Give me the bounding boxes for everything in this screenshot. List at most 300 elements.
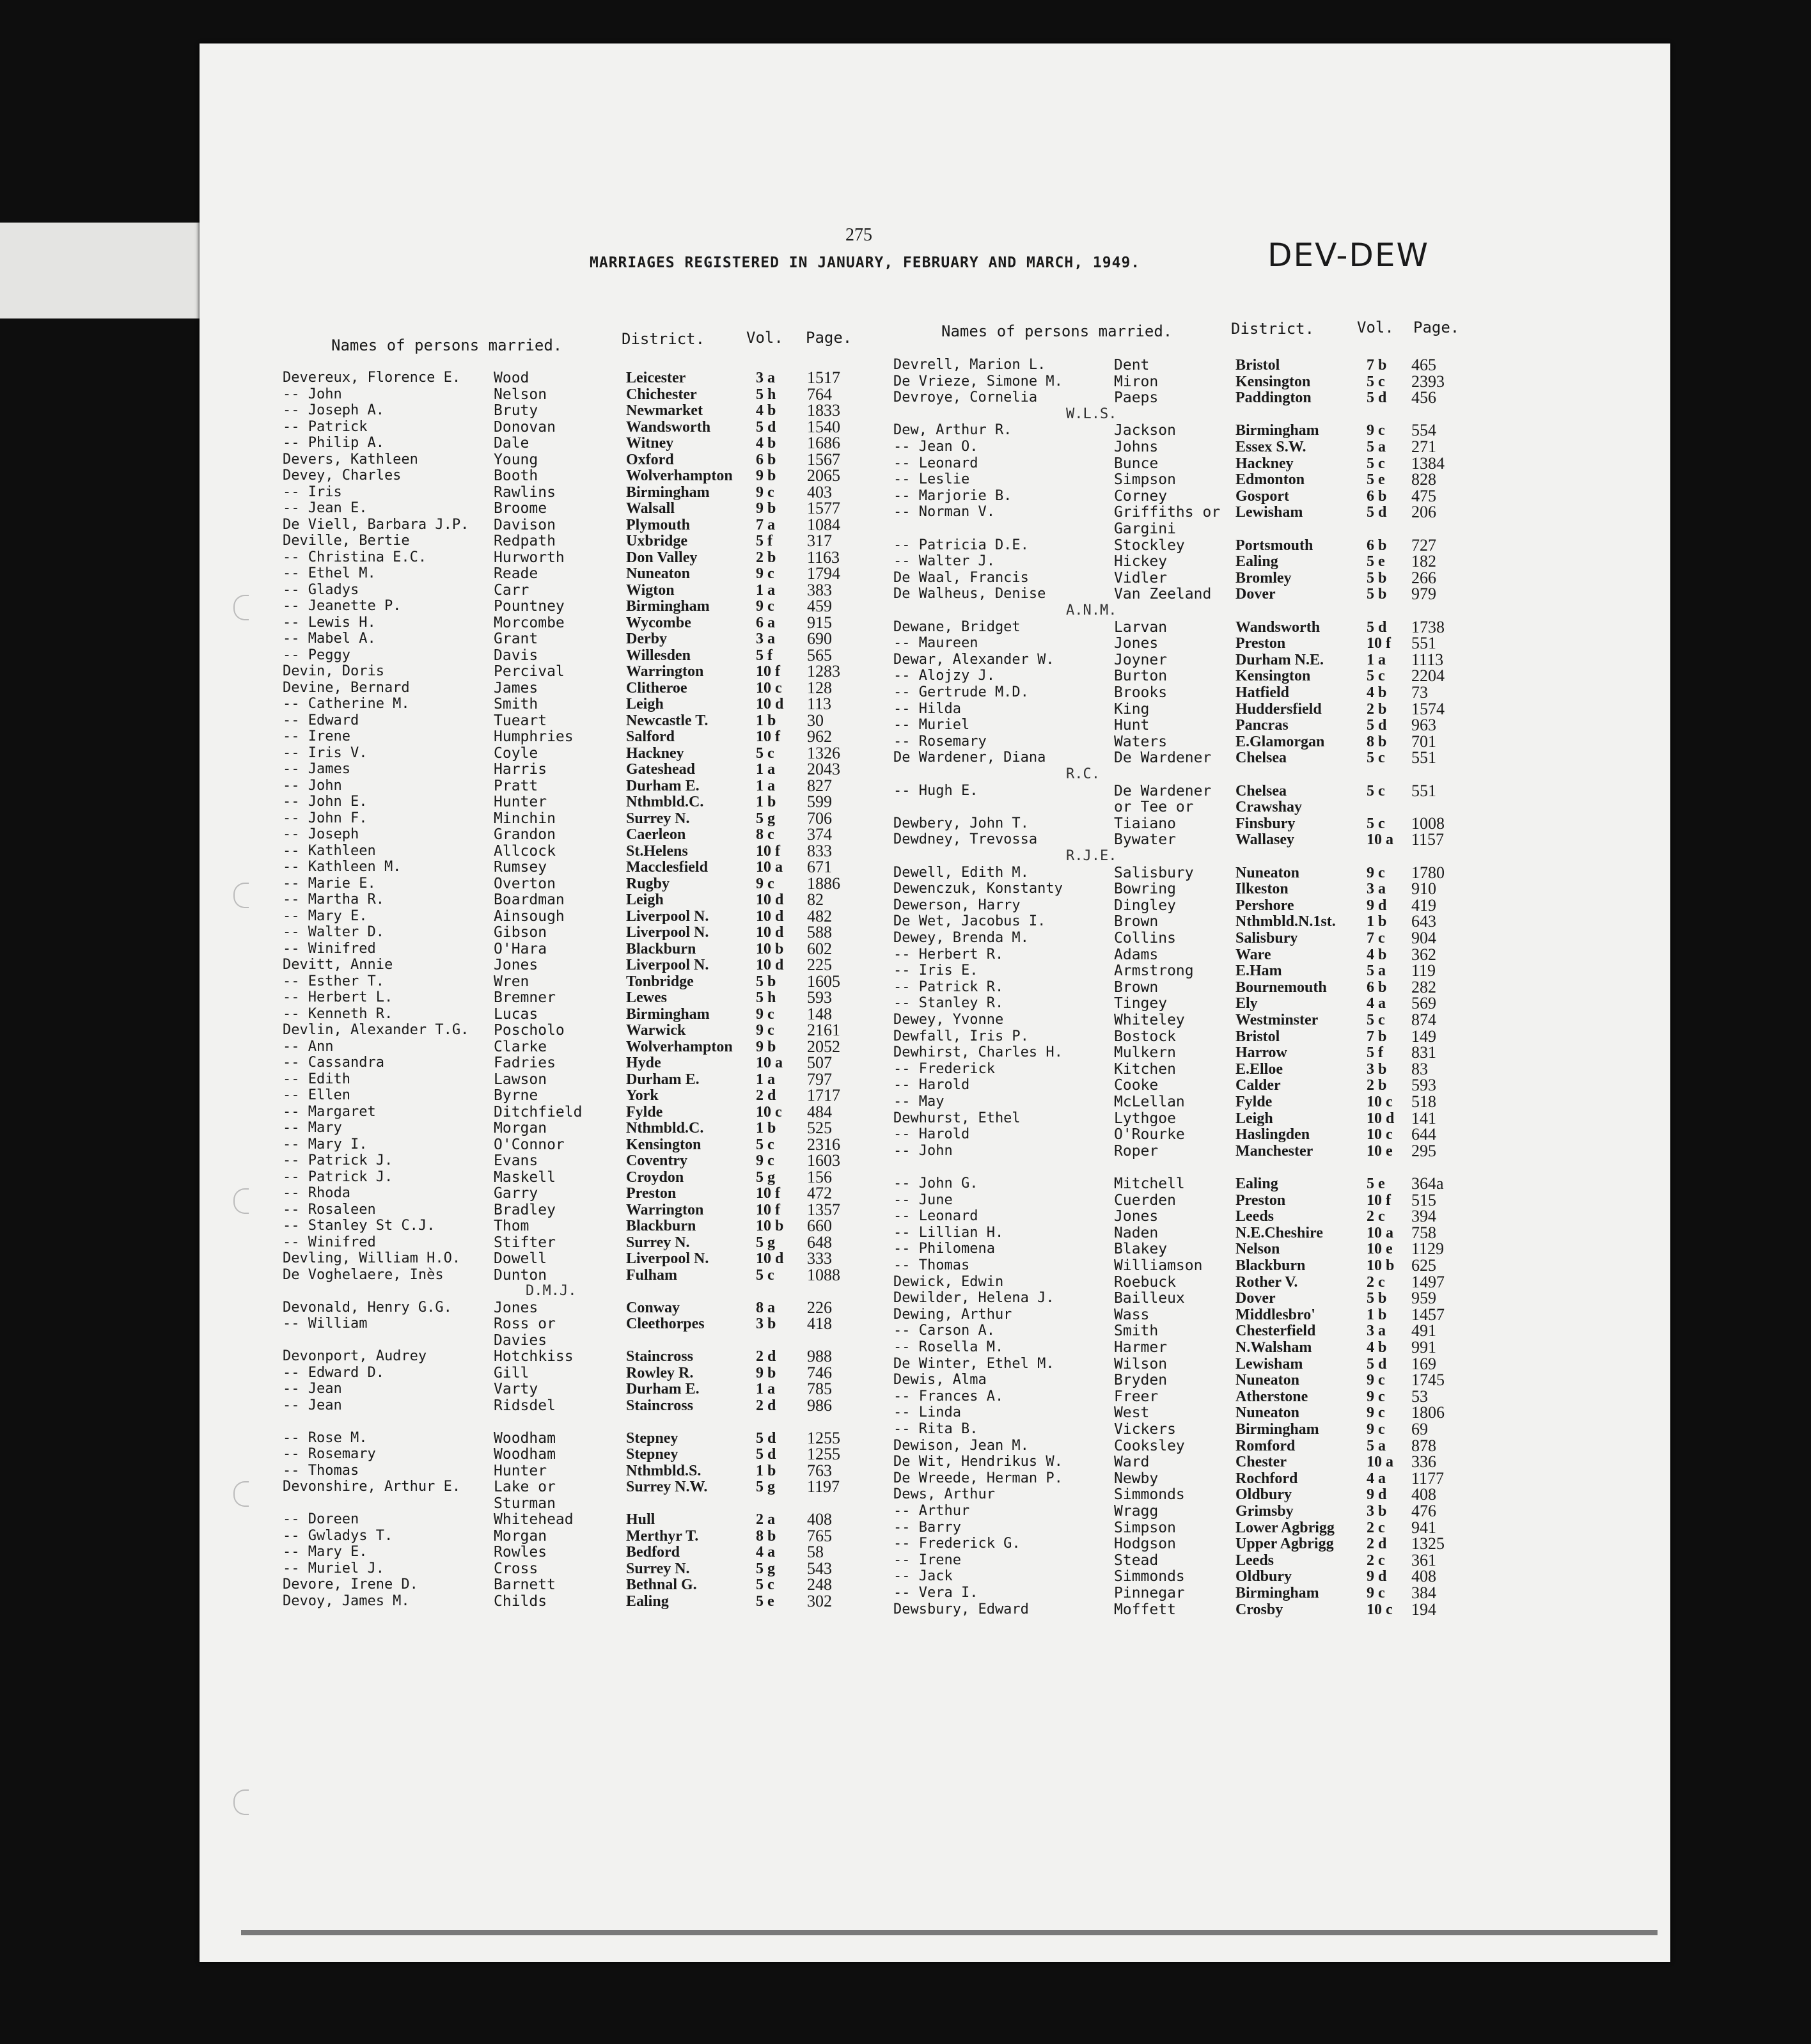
entry-name: -- John bbox=[283, 386, 342, 402]
register-entry bbox=[283, 1250, 922, 1267]
entry-page: 797 bbox=[807, 1069, 832, 1089]
entry-volume: 9 c bbox=[756, 483, 774, 501]
register-entry bbox=[283, 1332, 922, 1349]
entry-page: 1197 bbox=[807, 1477, 840, 1496]
entry-page: 226 bbox=[807, 1298, 832, 1317]
entry-volume: 3 b bbox=[756, 1316, 776, 1332]
register-entry bbox=[893, 1290, 1661, 1307]
entry-volume: 9 b bbox=[756, 468, 776, 484]
entry-name: Dewell, Edith M. bbox=[893, 864, 1029, 881]
entry-name: Devers, Kathleen bbox=[283, 451, 418, 468]
entry-district: Crosby bbox=[1235, 1601, 1283, 1618]
entry-name: Devrell, Marion L. bbox=[893, 357, 1046, 373]
entry-page: 408 bbox=[1411, 1485, 1436, 1504]
register-entry bbox=[283, 908, 922, 925]
entry-page: 551 bbox=[1411, 781, 1436, 800]
entry-spouse-surname: Wilson bbox=[1114, 1355, 1168, 1372]
entry-page: 128 bbox=[807, 678, 832, 697]
entry-volume: 2 b bbox=[1367, 700, 1387, 718]
entry-name: -- Leonard bbox=[893, 455, 978, 471]
entry-page: 507 bbox=[807, 1053, 832, 1072]
entry-district: Lewisham bbox=[1235, 504, 1303, 521]
entry-district: Warrington bbox=[626, 1201, 704, 1218]
entry-page: 2161 bbox=[807, 1021, 840, 1039]
entry-name: A.N.M. bbox=[1066, 602, 1117, 618]
entry-name: -- Jeanette P. bbox=[283, 598, 402, 614]
entry-district: Haslingden bbox=[1235, 1126, 1310, 1144]
register-entry bbox=[283, 1561, 922, 1577]
register-entry bbox=[283, 876, 922, 892]
entry-spouse-surname: Cross bbox=[494, 1560, 538, 1577]
register-entry bbox=[893, 602, 1661, 619]
entry-volume: 9 c bbox=[1367, 1404, 1385, 1422]
entry-district: Ilkeston bbox=[1235, 881, 1289, 898]
entry-name: R.C. bbox=[1066, 766, 1100, 782]
register-entry bbox=[893, 668, 1661, 684]
entry-name: -- Alojzy J. bbox=[893, 668, 995, 684]
entry-name: -- Martha R. bbox=[283, 892, 384, 908]
entry-district: Hackney bbox=[626, 744, 684, 762]
entry-district: N.E.Cheshire bbox=[1235, 1224, 1323, 1241]
entry-spouse-surname: Hickey bbox=[1114, 553, 1168, 570]
entry-page: 1357 bbox=[807, 1200, 840, 1219]
register-entry bbox=[283, 1316, 922, 1332]
entry-name: -- Stanley St C.J. bbox=[283, 1218, 435, 1234]
entry-name: Devin, Doris bbox=[283, 663, 384, 679]
register-entry bbox=[893, 1421, 1661, 1438]
entry-page: 827 bbox=[807, 776, 832, 795]
entry-page: 408 bbox=[1411, 1567, 1436, 1586]
entry-name: De Wreede, Herman P. bbox=[893, 1470, 1063, 1486]
entry-spouse-surname: Roper bbox=[1114, 1142, 1159, 1160]
entry-page: 828 bbox=[1411, 470, 1436, 489]
entry-volume: 10 f bbox=[756, 842, 780, 860]
entry-name: -- Philip A. bbox=[283, 435, 384, 451]
register-entry bbox=[893, 635, 1661, 652]
entry-name: Dewbery, John T. bbox=[893, 815, 1029, 831]
entry-volume: 10 c bbox=[1367, 1094, 1393, 1110]
register-entry bbox=[283, 452, 922, 468]
entry-volume: 10 b bbox=[756, 940, 784, 957]
entry-name: -- Arthur bbox=[893, 1503, 970, 1519]
entry-spouse-surname: Burton bbox=[1114, 668, 1168, 685]
entry-volume: 5 c bbox=[756, 1136, 774, 1153]
register-entry bbox=[283, 728, 922, 745]
entry-volume: 2 d bbox=[1367, 1536, 1387, 1553]
entry-name: Devore, Irene D. bbox=[283, 1576, 418, 1592]
entry-district: Dover bbox=[1235, 586, 1276, 603]
register-entry bbox=[283, 386, 922, 403]
entry-district: Birmingham bbox=[1235, 1585, 1319, 1601]
entry-name: -- Margaret bbox=[283, 1103, 376, 1120]
entry-volume: 9 d bbox=[1367, 1486, 1387, 1504]
entry-volume: 2 d bbox=[756, 1397, 776, 1414]
entry-volume: 5 h bbox=[756, 386, 776, 403]
entry-page: 1088 bbox=[807, 1265, 840, 1284]
entry-page: 30 bbox=[807, 711, 824, 730]
entry-district: Wandsworth bbox=[1235, 618, 1321, 636]
entry-district: Hull bbox=[626, 1511, 655, 1528]
index-range-tag: DEV-DEW bbox=[1267, 237, 1429, 274]
entry-page: 758 bbox=[1411, 1223, 1436, 1242]
register-entry bbox=[893, 831, 1661, 848]
entry-district: Willesden bbox=[626, 647, 691, 664]
entry-volume: 10 f bbox=[756, 663, 780, 680]
entry-page: 206 bbox=[1411, 503, 1436, 522]
entry-name: W.L.S. bbox=[1066, 405, 1117, 422]
entry-page: 1255 bbox=[807, 1445, 840, 1463]
entry-spouse-surname: Byrne bbox=[494, 1087, 538, 1104]
entry-name: Dewsbury, Edward bbox=[893, 1601, 1029, 1617]
entry-name: -- Philomena bbox=[893, 1241, 995, 1257]
entry-district: Chichester bbox=[626, 386, 697, 403]
register-entry bbox=[893, 439, 1661, 455]
entry-volume: 2 c bbox=[1367, 1273, 1385, 1291]
entry-name: -- Patrick bbox=[283, 418, 368, 435]
entry-volume: 7 a bbox=[756, 516, 775, 533]
register-entry bbox=[893, 619, 1661, 636]
entry-page: 543 bbox=[807, 1559, 832, 1578]
entry-volume: 10 f bbox=[1367, 1191, 1391, 1209]
entry-district: Warrington bbox=[626, 663, 704, 680]
register-entry bbox=[893, 750, 1661, 766]
entry-name: De Wit, Hendrikus W. bbox=[893, 1454, 1063, 1470]
entry-district: Middlesbro' bbox=[1235, 1306, 1315, 1323]
register-entry bbox=[893, 848, 1661, 865]
entry-page: 362 bbox=[1411, 945, 1436, 964]
register-entry bbox=[283, 1511, 922, 1528]
entry-district: Calder bbox=[1235, 1077, 1281, 1094]
entry-spouse-surname: Bradley bbox=[494, 1201, 556, 1218]
entry-spouse-surname: Bunce bbox=[1114, 455, 1159, 472]
register-entry bbox=[893, 1536, 1661, 1552]
entry-page: 384 bbox=[1411, 1584, 1436, 1602]
entry-district: Chesterfield bbox=[1235, 1323, 1316, 1340]
register-entry bbox=[283, 549, 922, 566]
register-entry bbox=[283, 598, 922, 615]
entry-spouse-surname: O'Rourke bbox=[1114, 1126, 1185, 1144]
entry-district: Hatfield bbox=[1235, 684, 1289, 701]
register-entry bbox=[283, 1185, 922, 1202]
entry-spouse-surname: Paeps bbox=[1114, 389, 1159, 407]
entry-district: Grimsby bbox=[1235, 1503, 1294, 1520]
entry-spouse-surname: Hunt bbox=[1114, 717, 1150, 734]
entry-spouse-surname: Ward bbox=[1114, 1454, 1150, 1471]
entry-spouse-surname: Mitchell bbox=[1114, 1175, 1185, 1192]
entry-volume: 1 b bbox=[756, 1120, 776, 1136]
entry-page: 394 bbox=[1411, 1207, 1436, 1226]
entry-page: 569 bbox=[1411, 994, 1436, 1013]
entry-volume: 9 c bbox=[756, 598, 774, 615]
register-entry bbox=[283, 1039, 922, 1055]
entry-district: Leeds bbox=[1235, 1552, 1274, 1569]
entry-page: 1497 bbox=[1411, 1272, 1445, 1291]
register-entry bbox=[283, 1413, 922, 1430]
entry-name: -- Ellen bbox=[283, 1087, 350, 1103]
entry-page: 1794 bbox=[807, 564, 840, 583]
entry-district: Durham E. bbox=[626, 1071, 700, 1088]
entry-volume: 10 c bbox=[1367, 1601, 1393, 1618]
entry-volume: 5 c bbox=[756, 1266, 774, 1284]
entry-name: -- Frederick bbox=[893, 1060, 995, 1077]
entry-name: -- John bbox=[893, 1142, 953, 1159]
register-entry bbox=[893, 1077, 1661, 1094]
entry-name: -- Herbert L. bbox=[283, 989, 393, 1005]
entry-district: Uxbridge bbox=[626, 533, 687, 549]
entry-district: Manchester bbox=[1235, 1142, 1313, 1160]
entry-spouse-surname: James bbox=[494, 679, 538, 696]
entry-district: Gosport bbox=[1235, 487, 1289, 505]
entry-district: Don Valley bbox=[626, 549, 698, 566]
entry-volume: 3 a bbox=[1367, 1323, 1386, 1340]
entry-district: Leigh bbox=[626, 892, 664, 908]
register-entry bbox=[283, 468, 922, 484]
entry-spouse-surname: Simmonds bbox=[1114, 1486, 1185, 1504]
entry-spouse-surname: O'Connor bbox=[494, 1136, 565, 1153]
entry-volume: 8 c bbox=[756, 826, 774, 843]
entry-page: 317 bbox=[807, 531, 832, 550]
entry-name: De Walheus, Denise bbox=[893, 586, 1046, 602]
entry-spouse-surname: Young bbox=[494, 451, 538, 468]
entry-volume: 3 a bbox=[1367, 881, 1386, 898]
entry-page: 963 bbox=[1411, 716, 1436, 735]
register-entry bbox=[893, 701, 1661, 718]
entry-district: Blackburn bbox=[626, 940, 696, 957]
entry-volume: 5 c bbox=[1367, 815, 1385, 832]
entry-district: Kensington bbox=[1235, 373, 1311, 390]
entry-page: 1084 bbox=[807, 515, 840, 534]
register-entry bbox=[893, 521, 1661, 537]
register-entry bbox=[893, 913, 1661, 930]
register-entry bbox=[893, 881, 1661, 897]
entry-volume: 9 b bbox=[756, 1364, 776, 1381]
register-entry bbox=[283, 1544, 922, 1561]
register-entry bbox=[893, 1110, 1661, 1127]
entry-page: 727 bbox=[1411, 535, 1436, 554]
register-entry bbox=[893, 488, 1661, 505]
entry-page: 1129 bbox=[1411, 1239, 1445, 1259]
entry-page: 602 bbox=[807, 939, 832, 958]
entry-spouse-surname: Dingley bbox=[1114, 897, 1176, 914]
entry-page: 2393 bbox=[1411, 372, 1445, 391]
entry-volume: 4 a bbox=[1367, 1470, 1386, 1487]
register-entry bbox=[893, 1257, 1661, 1274]
entry-spouse-surname: Griffiths or bbox=[1114, 504, 1221, 521]
entry-district: Bedford bbox=[626, 1544, 680, 1561]
register-entry bbox=[283, 778, 922, 794]
register-entry bbox=[893, 373, 1661, 390]
entry-page: 472 bbox=[807, 1184, 832, 1202]
entry-name: -- John E. bbox=[283, 794, 368, 810]
register-entry bbox=[283, 843, 922, 860]
register-entry bbox=[893, 1372, 1661, 1388]
register-entry bbox=[283, 924, 922, 941]
entry-volume: 9 c bbox=[756, 875, 774, 892]
entry-spouse-surname: Gill bbox=[494, 1364, 529, 1381]
entry-volume: 5 b bbox=[756, 973, 776, 990]
entry-volume: 5 d bbox=[1367, 389, 1387, 407]
register-entry bbox=[893, 1241, 1661, 1257]
register-entry bbox=[893, 1061, 1661, 1078]
entry-district: Rother V. bbox=[1235, 1273, 1298, 1291]
entry-spouse-surname: Reade bbox=[494, 565, 538, 582]
binder-hole bbox=[233, 883, 249, 908]
entry-page: 69 bbox=[1411, 1420, 1428, 1438]
entry-volume: 5 a bbox=[1367, 439, 1386, 455]
entry-spouse-surname: Woodham bbox=[494, 1429, 556, 1447]
film-edge-strip bbox=[0, 223, 205, 318]
entry-page: 148 bbox=[807, 1004, 832, 1023]
register-entry bbox=[283, 1022, 922, 1039]
entry-page: 1738 bbox=[1411, 617, 1445, 636]
entry-name: Devling, William H.O. bbox=[283, 1250, 461, 1266]
entry-district: Paddington bbox=[1235, 389, 1312, 407]
entry-name: -- Lewis H. bbox=[283, 614, 376, 631]
entry-name: -- Rosemary bbox=[893, 733, 987, 750]
entry-volume: 3 a bbox=[756, 370, 775, 386]
register-entry bbox=[283, 1348, 922, 1365]
entry-spouse-surname: Smith bbox=[1114, 1323, 1159, 1340]
entry-volume: 5 e bbox=[1367, 471, 1385, 489]
entry-page: 156 bbox=[807, 1167, 832, 1186]
binder-hole bbox=[233, 595, 249, 620]
entry-volume: 2 b bbox=[1367, 1077, 1387, 1094]
entry-volume: 2 d bbox=[756, 1348, 776, 1365]
entry-volume: 9 d bbox=[1367, 1568, 1387, 1585]
entry-volume: 5 g bbox=[756, 810, 775, 827]
register-entry bbox=[893, 865, 1661, 881]
entry-page: 1157 bbox=[1411, 830, 1445, 849]
entry-page: 690 bbox=[807, 629, 832, 648]
entry-volume: 5 c bbox=[1367, 1012, 1385, 1028]
entry-spouse-surname: Minchin bbox=[494, 810, 556, 827]
register-entry bbox=[893, 1208, 1661, 1225]
register-entry bbox=[893, 389, 1661, 406]
register-entry bbox=[283, 1267, 922, 1284]
entry-name: Dewilder, Helena J. bbox=[893, 1290, 1054, 1307]
entry-district: Romford bbox=[1235, 1437, 1296, 1454]
register-entry bbox=[893, 684, 1661, 701]
entry-page: 141 bbox=[1411, 1108, 1436, 1128]
entry-page: 2204 bbox=[1411, 666, 1445, 686]
right-header-names: Names of persons married. bbox=[941, 322, 1173, 340]
register-entry bbox=[893, 1438, 1661, 1454]
entry-name: Dewis, Alma bbox=[893, 1372, 987, 1388]
entry-spouse-surname: Lawson bbox=[494, 1071, 547, 1088]
register-entry bbox=[283, 647, 922, 664]
register-entry bbox=[893, 406, 1661, 423]
entry-district: Birmingham bbox=[626, 483, 710, 501]
entry-volume: 9 c bbox=[1367, 422, 1385, 439]
entry-spouse-surname: Lythgoe bbox=[1114, 1110, 1176, 1127]
entry-spouse-surname: Broome bbox=[494, 500, 547, 517]
entry-spouse-surname: Wren bbox=[494, 973, 529, 990]
entry-page: 671 bbox=[807, 858, 832, 876]
entry-name: -- Hilda bbox=[893, 700, 961, 717]
entry-page: 459 bbox=[807, 597, 832, 615]
entry-volume: 5 d bbox=[756, 1446, 776, 1463]
entry-volume: 5 f bbox=[1367, 1044, 1383, 1062]
entry-page: 1163 bbox=[807, 547, 840, 567]
entry-name: Dewey, Yvonne bbox=[893, 1012, 1004, 1028]
entry-district: Stepney bbox=[626, 1446, 678, 1463]
register-entry bbox=[283, 1202, 922, 1218]
entry-district: Warwick bbox=[626, 1022, 686, 1039]
entry-spouse-surname: Moffett bbox=[1114, 1601, 1176, 1618]
right-header-district: District. bbox=[1231, 320, 1315, 338]
entry-name: -- Doreen bbox=[283, 1511, 359, 1527]
entry-spouse-surname: Jones bbox=[494, 1299, 538, 1316]
register-entry bbox=[283, 1446, 922, 1463]
register-entry bbox=[283, 1006, 922, 1023]
entry-name: -- Rhoda bbox=[283, 1185, 350, 1201]
register-entry bbox=[283, 1381, 922, 1397]
entry-page: 1686 bbox=[807, 434, 840, 452]
entry-district: Nelson bbox=[1235, 1241, 1280, 1258]
register-entry bbox=[893, 1044, 1661, 1061]
register-entry bbox=[893, 1454, 1661, 1470]
entry-page: 1780 bbox=[1411, 863, 1445, 882]
entry-name: Dewar, Alexander W. bbox=[893, 651, 1054, 668]
entry-page: 82 bbox=[807, 890, 824, 909]
entry-page: 456 bbox=[1411, 388, 1436, 407]
entry-spouse-surname: Simpson bbox=[1114, 1519, 1176, 1536]
entry-spouse-surname: Bywater bbox=[1114, 831, 1176, 849]
entry-district: Bournemouth bbox=[1235, 979, 1327, 996]
entry-district: Birmingham bbox=[1235, 422, 1319, 439]
entry-volume: 5 f bbox=[756, 533, 772, 549]
entry-volume: 2 a bbox=[756, 1511, 775, 1528]
register-entry bbox=[283, 794, 922, 810]
entry-page: 282 bbox=[1411, 977, 1436, 996]
entry-volume: 1 b bbox=[1367, 913, 1387, 931]
entry-spouse-surname: Barnett bbox=[494, 1576, 556, 1593]
entry-spouse-surname: Thom bbox=[494, 1218, 529, 1234]
register-entry bbox=[893, 717, 1661, 734]
entry-district: Kensington bbox=[1235, 668, 1311, 685]
register-entry bbox=[893, 995, 1661, 1012]
register-entry bbox=[283, 1234, 922, 1251]
register-entry bbox=[893, 553, 1661, 570]
register-entry bbox=[893, 422, 1661, 439]
entry-volume: 2 c bbox=[1367, 1519, 1385, 1536]
entry-volume: 10 d bbox=[756, 696, 784, 712]
entry-page: 643 bbox=[1411, 912, 1436, 931]
entry-name: -- Edward bbox=[283, 712, 359, 728]
entry-volume: 10 a bbox=[1367, 831, 1393, 849]
register-entry bbox=[283, 484, 922, 501]
register-entry bbox=[893, 537, 1661, 554]
entry-page: 374 bbox=[807, 825, 832, 844]
entry-spouse-surname: Maskell bbox=[494, 1168, 556, 1186]
page-bottom-edge bbox=[241, 1930, 1658, 1935]
entry-name: -- Rosemary bbox=[283, 1446, 376, 1462]
register-entry bbox=[893, 1404, 1661, 1421]
entry-name: -- Stanley R. bbox=[893, 995, 1004, 1012]
entry-name: -- Edward D. bbox=[283, 1364, 384, 1381]
entry-volume: 5 b bbox=[1367, 569, 1387, 586]
entry-district: Portsmouth bbox=[1235, 537, 1313, 554]
entry-spouse-surname: Allcock bbox=[494, 842, 556, 860]
entry-district: Coventry bbox=[626, 1152, 687, 1169]
register-entry bbox=[283, 1479, 922, 1495]
entry-spouse-surname: Garry bbox=[494, 1185, 538, 1202]
left-header-names: Names of persons married. bbox=[331, 336, 563, 354]
register-entry bbox=[283, 533, 922, 549]
entry-name: -- Rosaleen bbox=[283, 1201, 376, 1218]
entry-spouse-surname: Harris bbox=[494, 761, 547, 778]
entry-name: -- Linda bbox=[893, 1404, 961, 1421]
